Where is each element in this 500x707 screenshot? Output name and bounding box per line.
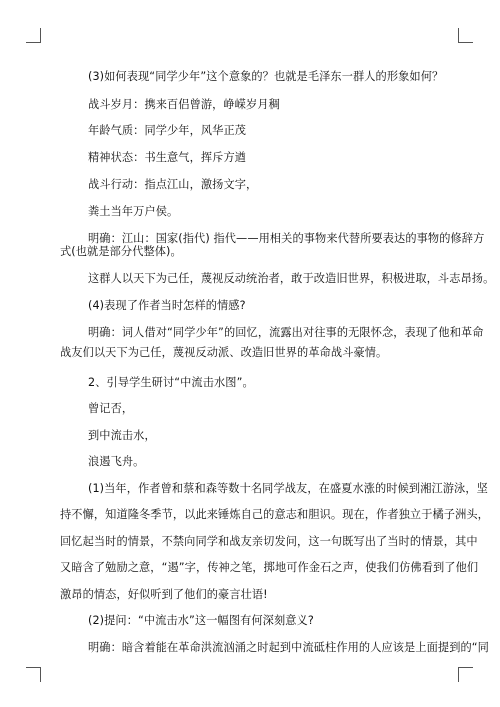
paragraph-line: 明确：江山：国家(指代) 指代——用相关的事物来代替所要表达的事物的修辞方 [88,232,485,245]
poem-line: 到中流击水， [88,429,156,442]
paragraph-line: (4)表现了作者当时怎样的情感? [88,299,246,312]
paragraph-line: (2)提问：“中流击水”这一幅图有何深刻意义? [88,614,314,627]
paragraph-line: 持不懈，知道隆冬季节，以此来锤炼自己的意志和胆识。现在，作者独立于橘子洲头， [60,508,489,521]
paragraph-line: 粪土当年万户侯。 [88,205,179,218]
paragraph-line: (3)如何表现“同学少年”这个意象的？也就是毛泽东一群人的形象如何？ [88,70,444,83]
paragraph-line: 回忆起当时的情景，不禁向同学和战友亲切发问，这一句既写出了当时的情景，其中 [60,535,478,548]
paragraph-line: 战友们以天下为己任，蔑视反动派、改造旧世界的革命战斗豪情。 [60,346,388,359]
paragraph-line: 战斗岁月：携来百侣曾游，峥嵘岁月稠 [88,98,280,111]
paragraph-line: 这群人以天下为己任，蔑视反动统治者，敢于改造旧世界，积极进取，斗志昂扬。 [88,272,495,285]
paragraph-line: 精神状态：书生意气，挥斥方遒 [88,151,247,164]
paragraph-line: 战斗行动：指点江山，激扬文字， [88,178,258,191]
poem-line: 浪遏飞舟。 [88,455,145,468]
section-heading: 2、引导学生研讨“中流击水图”。 [88,376,254,389]
paragraph-line: 明确：暗含着能在革命洪流汹涌之时起到中流砥柱作用的人应该是上面提到的“同 [88,641,489,654]
paragraph-line: 又暗含了勉励之意，“遏”字，传神之笔，掷地可作金石之声，使我们仿佛看到了他们 [60,561,479,574]
paragraph-line: 明确：词人借对“同学少年”的回忆，流露出对往事的无限怀念，表现了他和革命 [88,326,484,339]
poem-line: 曾记否， [88,402,134,415]
paragraph-line: (1)当年，作者曾和蔡和森等数十名同学战友，在盛夏水涨的时候到湘江游泳，坚 [88,482,488,495]
paragraph-line: 激昂的情态，好似听到了他们的豪言壮语! [60,588,268,601]
paragraph-line: 式(也就是部分代整体)。 [60,245,182,258]
paragraph-line: 年龄气质：同学少年，风华正茂 [88,124,247,137]
